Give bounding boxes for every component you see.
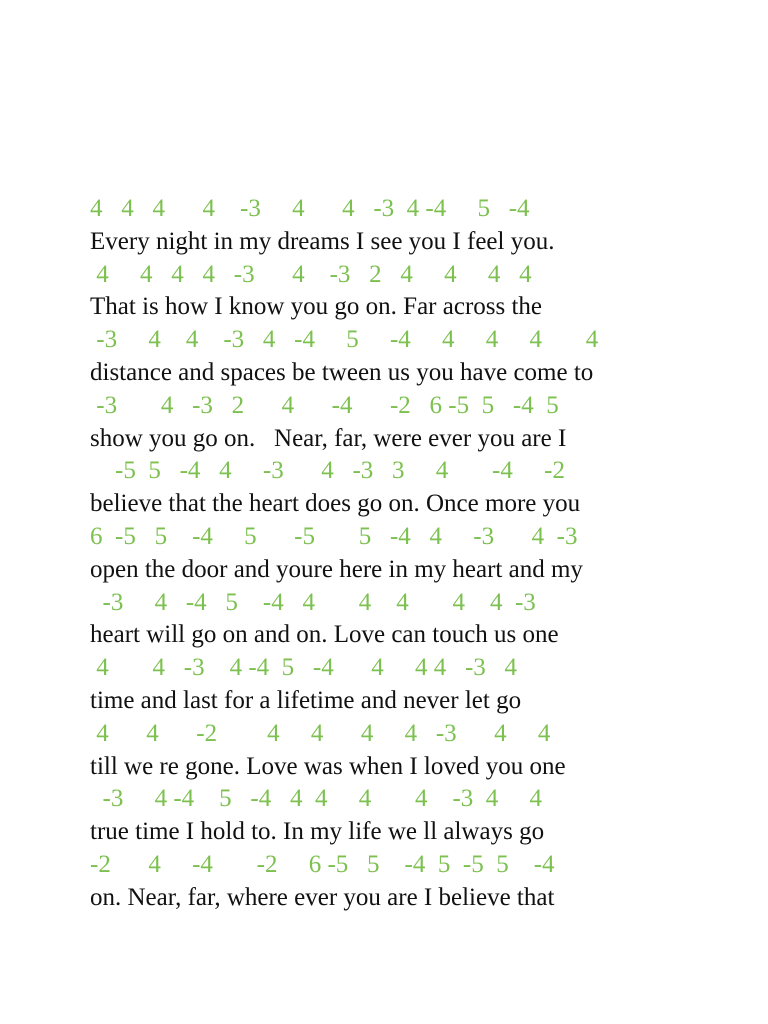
harmonica-notes-line: -3 4 -4 5 -4 4 4 4 4 -3 4 4 [90, 785, 543, 813]
harmonica-notes-line: -3 4 -4 5 -4 4 4 4 4 4 -3 [90, 588, 536, 616]
harmonica-notes-line: 4 4 -3 4 -4 5 -4 4 4 4 -3 4 [90, 654, 518, 682]
lyrics-line: on. Near, far, where ever you are I believe that [90, 883, 555, 911]
harmonica-notes-line: -3 4 4 -3 4 -4 5 -4 4 4 4 4 [90, 326, 599, 354]
harmonica-notes-line: -2 4 -4 -2 6 -5 5 -4 5 -5 5 -4 [90, 850, 555, 878]
harmonica-tab-song [90, 193, 710, 915]
lyrics-line: open the door and youre here in my heart and my [90, 555, 583, 583]
harmonica-notes-line: 4 4 4 4 -3 4 4 -3 4 -4 5 -4 [90, 195, 530, 222]
lyrics-line: believe that the heart does go on. Once more you [90, 490, 581, 518]
lyrics-line: true time I hold to. In my life we ll always go [90, 818, 545, 846]
lyrics-line: time and last for a lifetime and never let go [90, 686, 522, 714]
harmonica-notes-line: 4 4 4 4 -3 4 -3 2 4 4 4 4 [90, 260, 532, 288]
lyrics-line: show you go on. Near, far, were ever you are I [90, 424, 567, 452]
harmonica-notes-line: 6 -5 5 -4 5 -5 5 -4 4 -3 4 -3 [90, 522, 578, 550]
harmonica-notes-line: -5 5 -4 4 -3 4 -3 3 4 -4 -2 [90, 457, 565, 485]
harmonica-notes-line: 4 4 -2 4 4 4 4 -3 4 4 [90, 719, 551, 747]
lyrics-line: till we re gone. Love was when I loved you one [90, 752, 566, 780]
harmonica-notes-line: -3 4 -3 2 4 -4 -2 6 -5 5 -4 5 [90, 391, 559, 419]
lyrics-line: That is how I know you go on. Far across the [90, 293, 543, 321]
lyrics-line: heart will go on and on. Love can touch us one [90, 621, 559, 649]
lyrics-line: distance and spaces be tween us you have come to [90, 358, 594, 386]
lyrics-line: Every night in my dreams I see you I feel you. [90, 227, 555, 255]
